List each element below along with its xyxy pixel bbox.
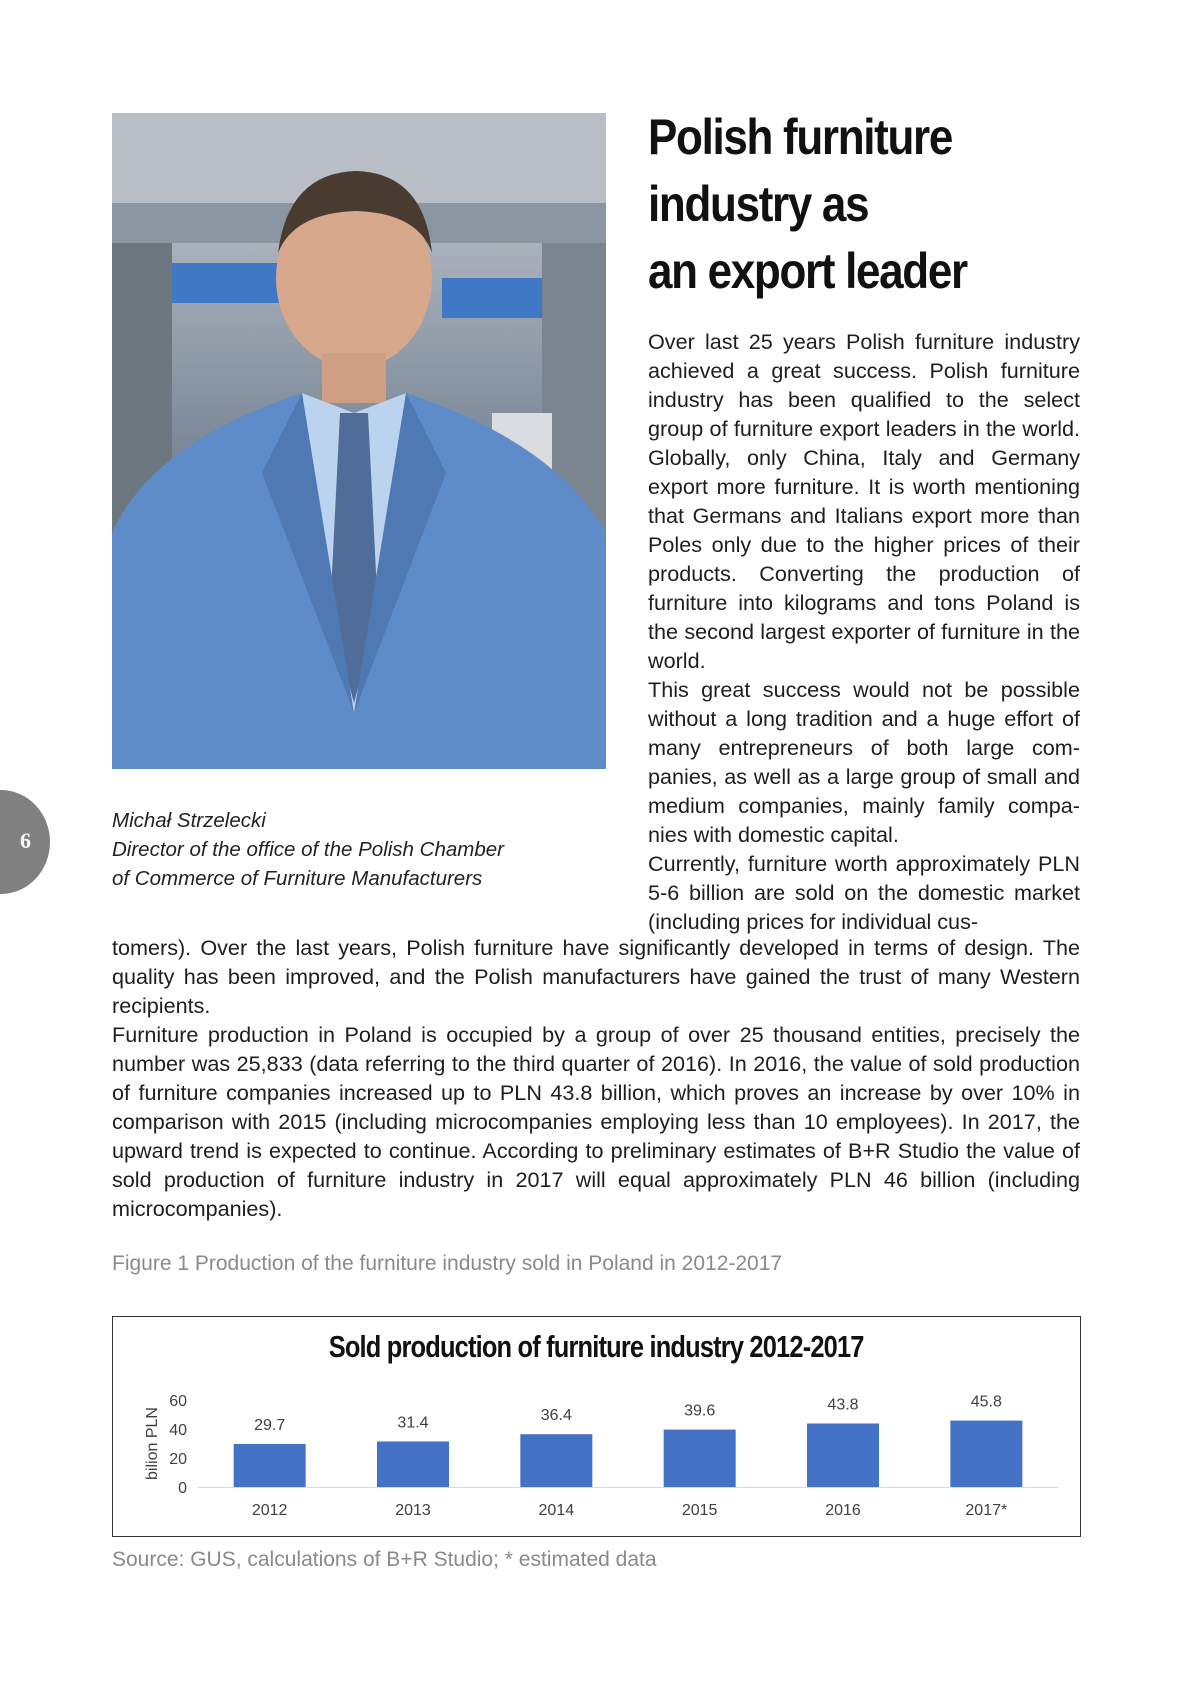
column-paragraph: Currently, furniture worth approximately PLN 5-6 billion are sold on the domestic market (including prices for individual cus- [648, 851, 1080, 934]
chart-title: Sold production of furniture industry 2012-2017 [329, 1329, 864, 1364]
y-tick-label: 0 [178, 1480, 187, 1497]
bar-value-label: 45.8 [970, 1393, 1002, 1411]
portrait-photo-icon [112, 113, 606, 769]
y-tick-label: 20 [169, 1451, 187, 1468]
bar-chart [112, 1316, 1081, 1537]
page-number-tab [0, 790, 50, 894]
x-tick-label: 2014 [538, 1502, 575, 1519]
source-note: Source: GUS, calculations of B+R Studio; * estimated data [112, 1548, 657, 1571]
column-paragraph: Over last 25 years Polish furniture industry achieved a great success. Polish furniture industry has been qualified to the select group of furniture export leaders in the world. Globally, only China, Italy and Germany export more furniture. It is worth mentioning that Germans and Italians export more than Poles only due to the higher prices of their products. Converting the production of furniture into kilograms and tons Poland is the second largest exporter of furniture in the world. [648, 329, 1080, 673]
bar-value-label: 43.8 [827, 1396, 859, 1414]
column-paragraph: This great success would not be possible without a long tradition and a huge effort of many entrepreneurs of both large companies, as well as a large group of small and medium companies, mainly family companies with domestic capital. [648, 677, 1080, 847]
x-tick-label: 2017* [965, 1502, 1008, 1519]
x-tick-label: 2016 [825, 1502, 861, 1519]
photo-caption [112, 806, 612, 893]
heading-line1: Polish furniture [648, 109, 953, 165]
bar-value-label: 36.4 [540, 1407, 572, 1425]
full-width-text [112, 933, 1080, 1223]
bar [377, 1441, 449, 1487]
bar [807, 1423, 879, 1487]
x-tick-label: 2015 [681, 1502, 718, 1519]
bar [950, 1421, 1022, 1487]
bar-value-label: 29.7 [254, 1416, 286, 1434]
heading-line2: industry as [648, 176, 869, 232]
bar-value-label: 31.4 [397, 1414, 429, 1432]
caption-name: Michał Strzelecki [112, 809, 266, 832]
y-tick-label: 60 [169, 1393, 187, 1410]
article-heading [648, 104, 1098, 305]
page-number: 6 [20, 828, 31, 853]
chart-plot [113, 1317, 1080, 1536]
caption-title-line2: of Commerce of Furniture Manufacturers [112, 867, 483, 890]
y-tick-label: 40 [169, 1422, 187, 1439]
heading-line3: an export leader [648, 243, 967, 299]
body-paragraph: Furniture production in Poland is occupied by a group of over 25 thousand entities, precisely the number was 25,833 (data referring to the third quarter of 2016). In 2016, the value of sold production of furniture companies increased up to PLN 43.8 billion, which proves an increase by over 10% in comparison with 2015 (including microcompanies employing less than 10 employees). In 2017, the upward trend is expected to continue. According to preliminary estimates of B+R Studio the value of sold production of furniture industry in 2017 will equal approximately PLN 46 billion (including microcompanies). [112, 1022, 1080, 1221]
portrait-photo [112, 113, 606, 769]
bar [520, 1434, 592, 1487]
bar [234, 1444, 306, 1487]
body-paragraph: tomers). Over the last years, Polish furniture have significantly developed in terms of design. The quality has been improved, and the Polish manufacturers have gained the trust of many Western recipients. [112, 935, 1080, 1018]
right-column-text [648, 327, 1080, 936]
x-tick-label: 2013 [395, 1502, 431, 1519]
bar [664, 1430, 736, 1487]
bar-value-label: 39.6 [684, 1402, 716, 1420]
x-tick-label: 2012 [251, 1502, 288, 1519]
figure-caption: Figure 1 Production of the furniture industry sold in Poland in 2012-2017 [112, 1252, 783, 1275]
caption-title-line1: Director of the office of the Polish Chamber [112, 838, 504, 861]
y-axis-label: bilion PLN [144, 1407, 161, 1480]
